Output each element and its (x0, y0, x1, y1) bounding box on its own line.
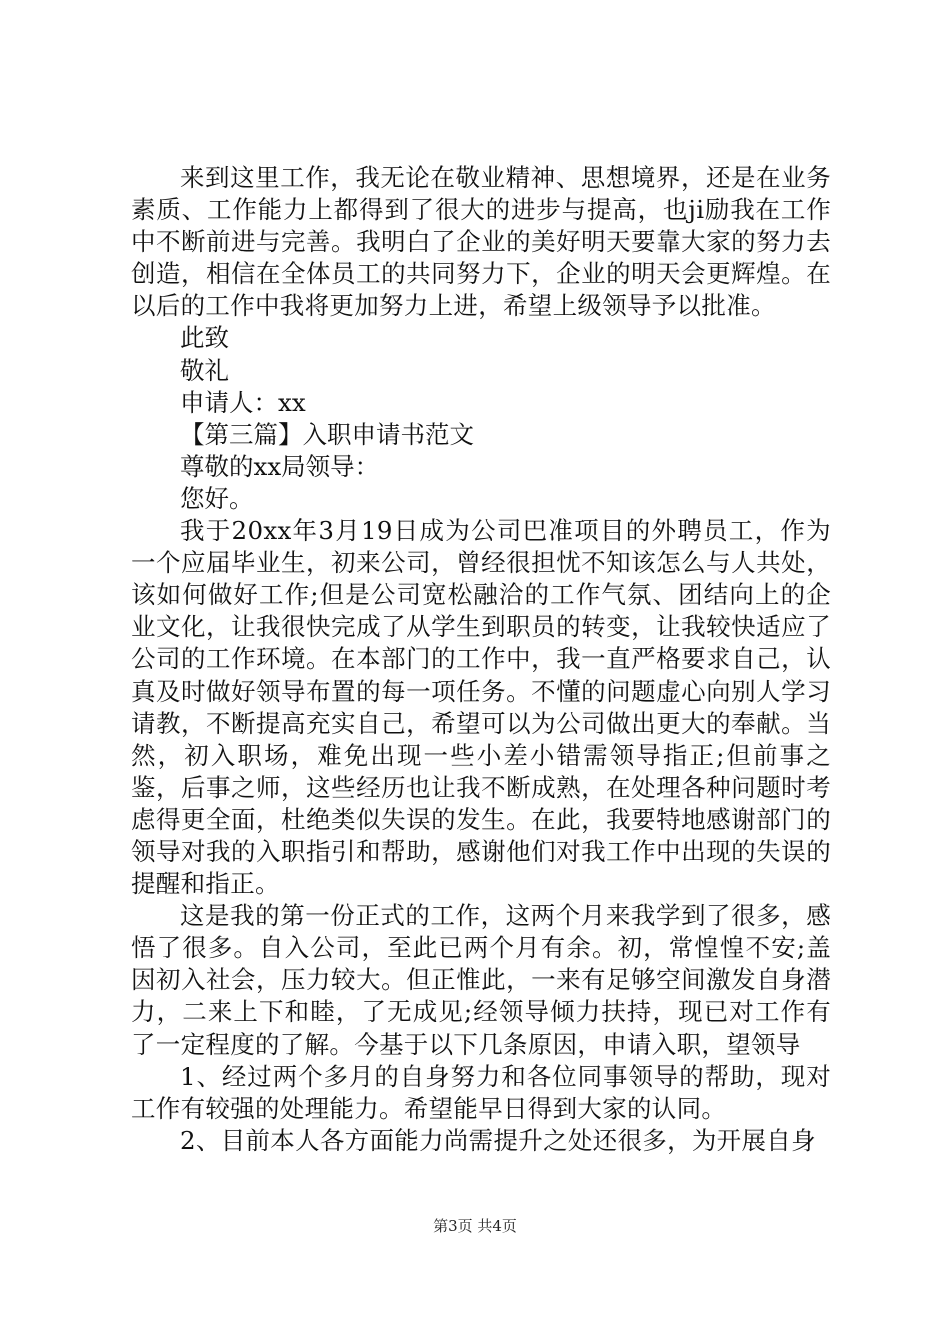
list-item-2: 2、目前本人各方面能力尚需提升之处还很多，为开展自身 (180, 1125, 816, 1155)
salutation-cizhi: 此致 (180, 323, 229, 353)
salutation-jingli: 敬礼 (180, 355, 229, 385)
document-body (131, 162, 831, 1157)
page-footer: 第3页 共4页 (433, 1217, 517, 1235)
paragraph-introduction: 我于20xx年3月19日成为公司巴准项目的外聘员工，作为一个应届毕业生，初来公司，曾经很担忧不知该怎么与人共处，该如何做好工作;但是公司宽松融洽的工作气氛、团结向上的企业文化，让我很快完成了从学生到职员的转变，让我较快适应了公司的工作环境。在本部门的工作中，我一直严格要求自己，认真及时做好领导布置的每一项任务。不懂的问题虚心向别人学习请教，不断提高充实自己，希望可以为公司做出更大的奉献。当然，初入职场，难免出现一些小差小错需领导指正;但前事之鉴，后事之师，这些经历也让我不断成熟，在处理各种问题时考虑得更全面，杜绝类似失误的发生。在此，我要特地感谢部门的领导对我的入职指引和帮助，感谢他们对我工作中出现的失误的提醒和指正。 (131, 516, 831, 899)
list-item-1: 1、经过两个多月的自身努力和各位同事领导的帮助，现对工作有较强的处理能力。希望能早日得到大家的认同。 (131, 1061, 831, 1123)
section-heading: 【第三篇】入职申请书范文 (180, 419, 474, 449)
greeting-hello: 您好。 (180, 483, 254, 513)
greeting-addressee: 尊敬的xx局领导： (180, 451, 380, 481)
paragraph-first-job: 这是我的第一份正式的工作，这两个月来我学到了很多，感悟了很多。自入公司，至此已两个月有余。初，常惶惶不安;盖因初入社会，压力较大。但正惟此，一来有足够空间激发自身潜力，二来上下和睦，了无成见;经领导倾力扶持，现已对工作有了一定程度的了解。今基于以下几条原因，申请入职，望领导 (131, 901, 831, 1059)
applicant-signature: 申请人：xx (180, 387, 306, 417)
paragraph-closing-statement: 来到这里工作，我无论在敬业精神、思想境界，还是在业务素质、工作能力上都得到了很大的进步与提高，也ji励我在工作中不断前进与完善。我明白了企业的美好明天要靠大家的努力去创造，相信在全体员工的共同努力下，企业的明天会更辉煌。在以后的工作中我将更加努力上进，希望上级领导予以批准。 (131, 163, 831, 321)
